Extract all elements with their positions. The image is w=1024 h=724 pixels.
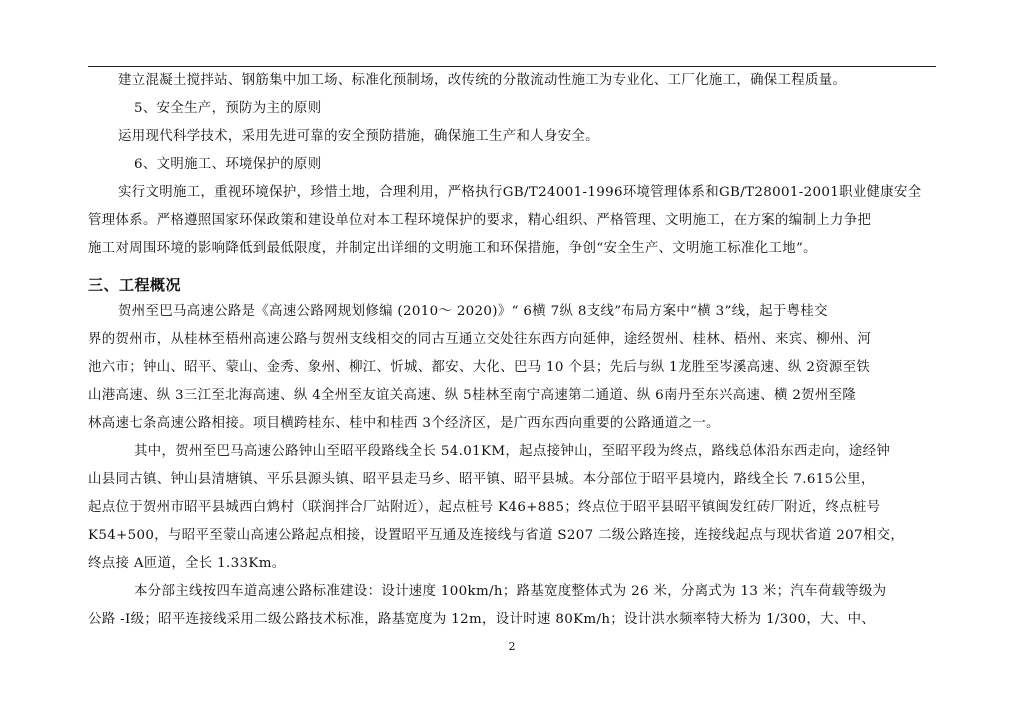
paragraph-line: 山县同古镇、钟山县清塘镇、平乐县源头镇、昭平县走马乡、昭平镇、昭平县城。本分部位于昭平县境内，路线全长 7.615公里， — [88, 472, 875, 487]
paragraph-line: 运用现代科学技术，采用先进可靠的安全预防措施，确保施工生产和人身安全。 — [118, 129, 599, 144]
paragraph-line: 终点接 A匝道，全长 1.33Km。 — [88, 556, 286, 571]
paragraph-line: 实行文明施工，重视环境保护，珍惜土地，合理利用，严格执行GB/T24001-1996环境管理体系和GB/T28001-2001职业健康安全 — [118, 185, 922, 200]
principle-heading: 6、文明施工、环境保护的原则 — [134, 157, 322, 172]
paragraph-line: 山港高速、纵 3三江至北海高速、纵 4全州至友谊关高速、纵 5桂林至南宁高速第二通道、纵 6南丹至东兴高速、横 2贺州至隆 — [88, 388, 857, 403]
paragraph-line: 林高速七条高速公路相接。项目横跨桂东、桂中和桂西 3个经济区，是广西东西向重要的公路通道之一。 — [88, 416, 720, 431]
paragraph-line: 界的贺州市，从桂林至梧州高速公路与贺州支线相交的同古互通立交处往东西方向延伸，途经贺州、桂林、梧州、来宾、柳州、河 — [88, 332, 872, 347]
page-number: 2 — [508, 640, 516, 653]
principle-heading: 5、安全生产，预防为主的原则 — [134, 101, 322, 116]
paragraph-line: 贺州至巴马高速公路是《高速公路网规划修编 (2010～ 2020)》“ 6横 7纵 8支线”布局方案中“横 3”线，起于粤桂交 — [118, 304, 828, 319]
paragraph-line: 本分部主线按四车道高速公路标准建设：设计速度 100km/h；路基宽度整体式为 26 米，分离式为 13 米；汽车荷载等级为 — [134, 584, 887, 599]
paragraph-line: 池六市；钟山、昭平、蒙山、金秀、象州、柳江、忻城、都安、大化、巴马 10 个县；先后与纵 1龙胜至岑溪高速、纵 2资源至铁 — [88, 360, 871, 375]
paragraph-line: 建立混凝土搅拌站、钢筋集中加工场、标准化预制场，改传统的分散流动性施工为专业化、工厂化施工，确保工程质量。 — [118, 73, 847, 88]
section-title: 三、工程概况 — [88, 276, 182, 294]
paragraph-line: 施工对周围环境的影响降低到最低限度，并制定出详细的文明施工和环保措施，争创“安全生产、文明施工标准化工地”。 — [88, 241, 817, 256]
header-rule — [88, 66, 936, 67]
paragraph-line: 其中，贺州至巴马高速公路钟山至昭平段路线全长 54.01KM，起点接钟山，至昭平段为终点，路线总体沿东西走向，途经钟 — [134, 444, 891, 459]
paragraph-line: K54+500，与昭平至蒙山高速公路起点相接，设置昭平互通及连接线与省道 S207 二级公路连接，连接线起点与现状省道 207相交， — [88, 528, 905, 543]
paragraph-line: 公路 -I级；昭平连接线采用二级公路技术标准，路基宽度为 12m，设计时速 80Km/h；设计洪水频率特大桥为 1/300，大、中、 — [88, 612, 876, 627]
paragraph-line: 起点位于贺州市昭平县城西白鸩村（联润拌合厂站附近），起点桩号 K46+885；终点位于昭平县昭平镇闽发红砖厂附近，终点桩号 — [88, 500, 881, 515]
paragraph-line: 管理体系。严格遵照国家环保政策和建设单位对本工程环境保护的要求，精心组织、严格管理、文明施工，在方案的编制上力争把 — [88, 213, 872, 228]
